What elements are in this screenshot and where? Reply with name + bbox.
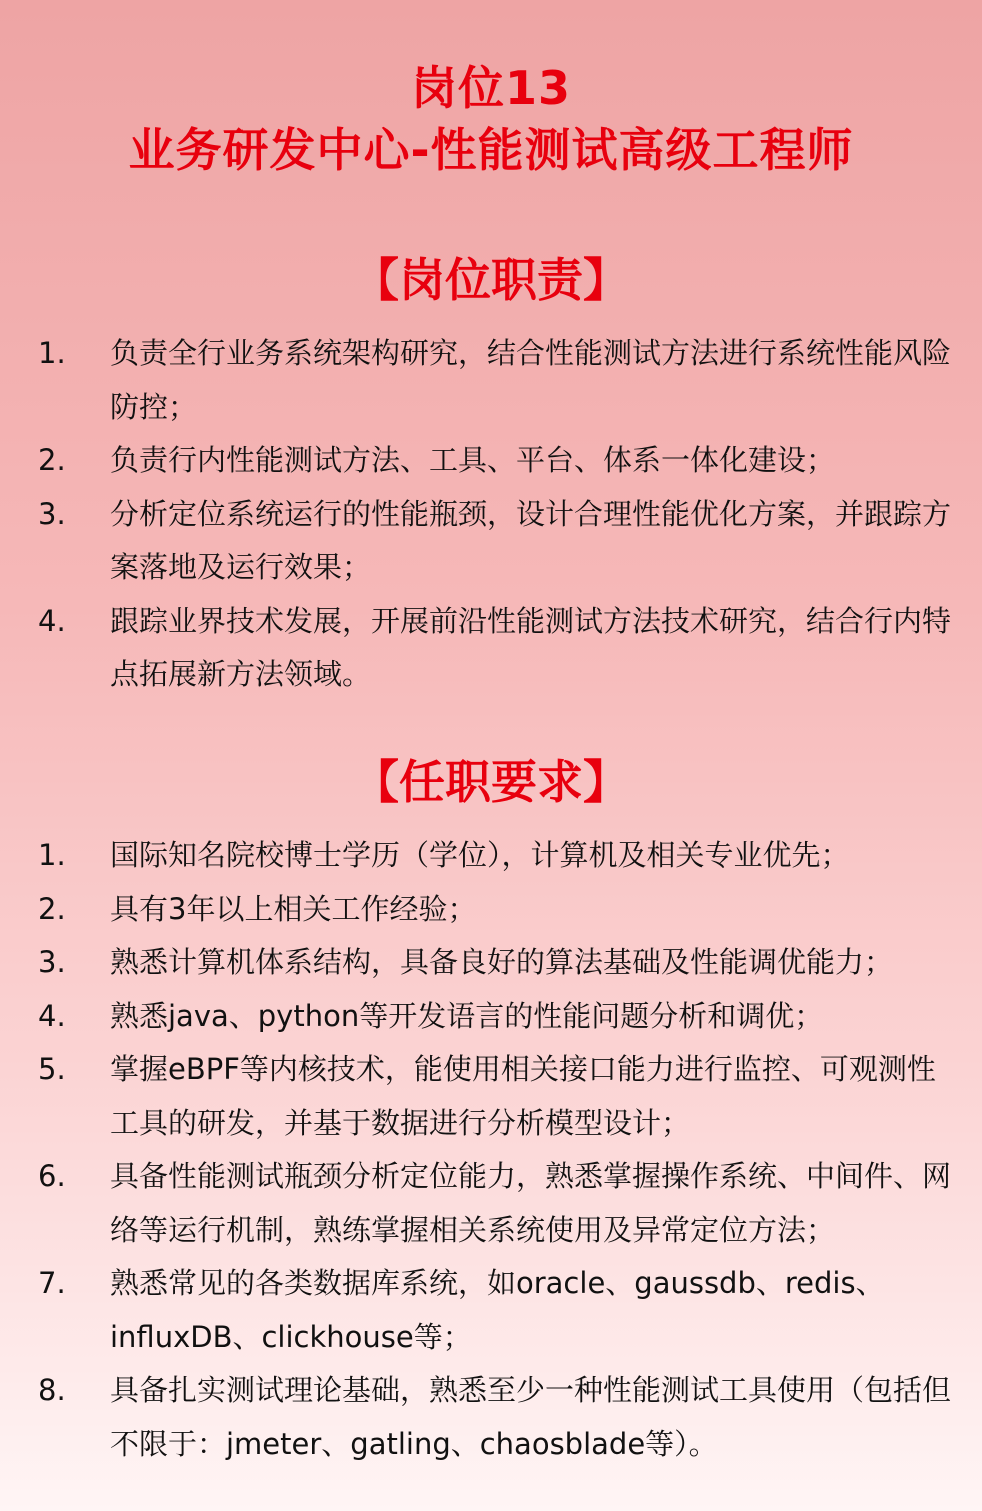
list-item xyxy=(38,595,958,702)
item-text: 掌握eBPF等内核技术，能使用相关接口能力进行监控、可观测性工具的研发，并基于数据进行分析模型设计； xyxy=(110,1052,936,1140)
list-item xyxy=(38,1364,958,1471)
item-number: 1. xyxy=(38,838,66,872)
item-text: 国际知名院校博士学历（学位），计算机及相关专业优先； xyxy=(110,838,850,872)
section-heading-requirements: 【任职要求】 xyxy=(353,755,629,809)
list-item xyxy=(38,1150,958,1257)
item-text: 具有3年以上相关工作经验； xyxy=(110,891,477,926)
item-text: 具备性能测试瓶颈分析定位能力，熟悉掌握操作系统、中间件、网络等运行机制，熟练掌握相关系统使用及异常定位方法； xyxy=(110,1159,952,1247)
list-item xyxy=(38,829,958,883)
responsibilities-list xyxy=(38,327,958,702)
item-text: 熟悉计算机体系结构，具备良好的算法基础及性能调优能力； xyxy=(110,945,894,979)
item-text: 分析定位系统运行的性能瓶颈，设计合理性能优化方案，并跟踪方案落地及运行效果； xyxy=(110,496,952,584)
list-item xyxy=(38,1043,958,1150)
page-title-role: 业务研发中心-性能测试高级工程师 xyxy=(128,123,854,177)
list-item xyxy=(38,936,958,990)
item-text: 熟悉常见的各类数据库系统，如oracle、gaussdb、redis、influxDB、clickhouse等； xyxy=(110,1266,885,1354)
list-item xyxy=(38,1257,958,1364)
item-number: 6. xyxy=(38,1159,66,1193)
item-number: 3. xyxy=(38,496,66,531)
list-item xyxy=(38,990,958,1044)
list-item xyxy=(38,488,958,595)
item-text: 负责全行业务系统架构研究，结合性能测试方法进行系统性能风险防控； xyxy=(110,336,952,424)
item-number: 4. xyxy=(38,998,66,1033)
requirements-list xyxy=(38,829,958,1471)
item-text: 负责行内性能测试方法、工具、平台、体系一体化建设； xyxy=(110,443,836,477)
list-item xyxy=(38,883,958,937)
item-number: 2. xyxy=(38,443,66,477)
item-number: 2. xyxy=(38,891,66,926)
list-item xyxy=(38,327,958,434)
section-heading-responsibilities: 【岗位职责】 xyxy=(353,253,629,307)
list-item xyxy=(38,434,958,488)
item-number: 4. xyxy=(38,603,66,638)
item-text: 熟悉java、python等开发语言的性能问题分析和调优； xyxy=(110,998,824,1033)
item-number: 5. xyxy=(38,1052,66,1086)
item-number: 8. xyxy=(38,1373,66,1407)
item-number: 3. xyxy=(38,945,66,979)
item-text: 具备扎实测试理论基础，熟悉至少一种性能测试工具使用（包括但不限于：jmeter、gatling、chaosblade等）。 xyxy=(110,1373,952,1461)
item-text: 跟踪业界技术发展，开展前沿性能测试方法技术研究，结合行内特点拓展新方法领域。 xyxy=(110,603,952,691)
page-title-position: 岗位13 xyxy=(410,61,571,115)
item-number: 1. xyxy=(38,336,66,370)
item-number: 7. xyxy=(38,1266,66,1300)
